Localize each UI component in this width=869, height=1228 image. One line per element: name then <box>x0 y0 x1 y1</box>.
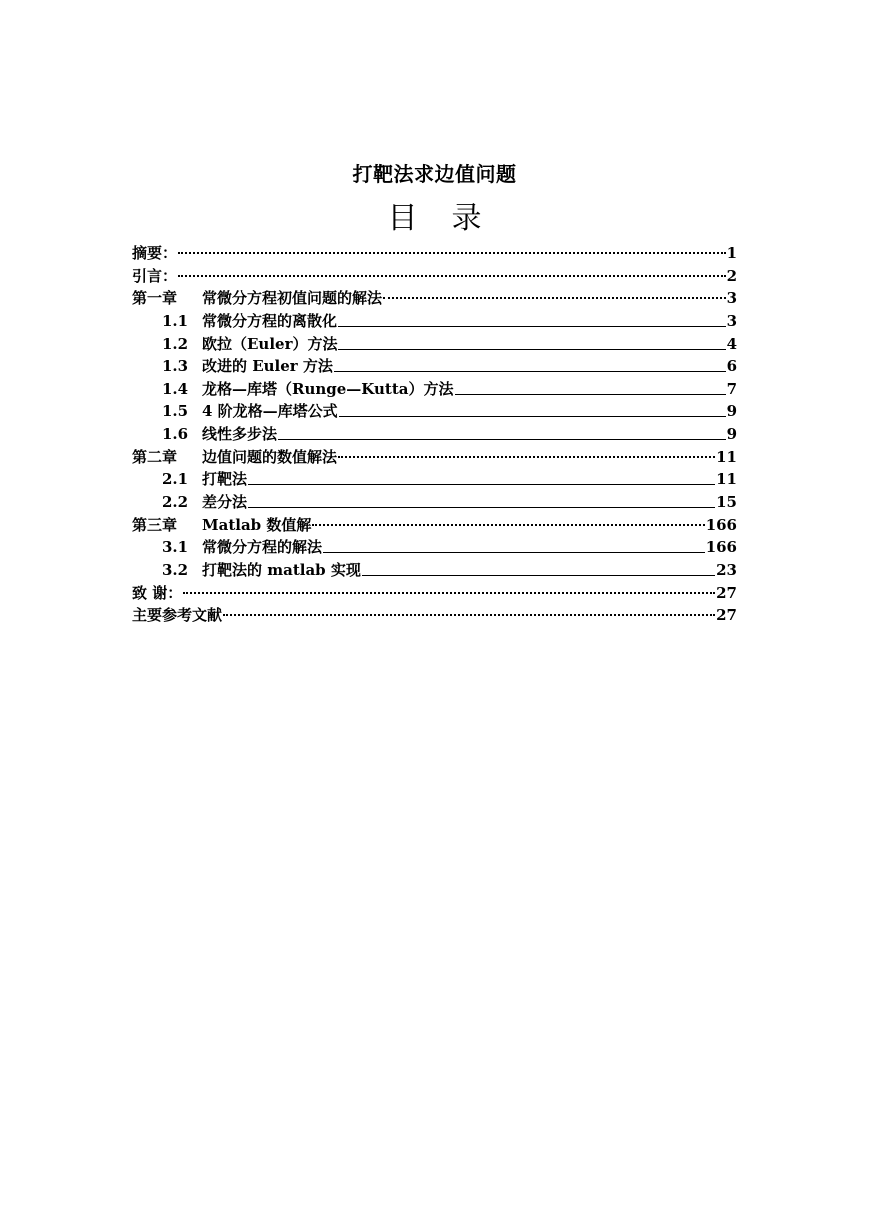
toc-entry-leader <box>338 348 725 350</box>
toc-entry[interactable] <box>132 559 737 582</box>
toc-entry-leader <box>183 591 715 594</box>
toc-entry-title: 常微分方程的离散化 <box>202 311 338 330</box>
toc-entry-page-number: 11 <box>716 447 737 466</box>
toc-entry-leader <box>339 415 726 417</box>
toc-entry-title: 线性多步法 <box>202 425 278 444</box>
toc-heading-char-1: 目 <box>387 201 418 236</box>
toc-entry-title: 常微分方程的解法 <box>202 538 323 557</box>
toc-entry-number: 第三章 <box>132 515 178 534</box>
toc-entry[interactable] <box>132 400 737 423</box>
toc-entry-page-number: 15 <box>716 493 737 512</box>
toc-entry-number: 1.2 <box>162 334 189 353</box>
toc-entry[interactable] <box>132 491 737 514</box>
toc-entry-page-number: 166 <box>705 538 737 557</box>
toc-entry[interactable] <box>132 355 737 378</box>
toc-entry-number: 1.5 <box>162 402 189 421</box>
toc-entry-page-number: 3 <box>726 289 737 308</box>
toc-entry-page-number: 23 <box>716 560 737 579</box>
toc-entry-title: 主要参考文献 <box>132 606 223 625</box>
table-of-contents <box>132 242 737 627</box>
toc-entry-leader <box>278 438 726 440</box>
toc-entry-page-number: 166 <box>705 515 737 534</box>
toc-entry-number: 2.1 <box>162 470 189 489</box>
toc-entry[interactable] <box>132 242 737 265</box>
toc-entry-number: 1.3 <box>162 357 189 376</box>
toc-entry[interactable] <box>132 378 737 401</box>
toc-entry-page-number: 1 <box>726 244 737 262</box>
toc-entry-title: Matlab 数值解 <box>202 515 312 534</box>
toc-entry-leader <box>223 613 715 616</box>
toc-entry-number: 第二章 <box>132 447 178 466</box>
toc-entry-number: 1.1 <box>162 311 189 330</box>
toc-heading-char-2: 录 <box>451 201 482 236</box>
toc-entry-page-number: 9 <box>726 402 737 421</box>
toc-entry-number: 1.6 <box>162 425 189 444</box>
toc-entry[interactable] <box>132 468 737 491</box>
toc-entry-page-number: 9 <box>726 425 737 444</box>
toc-entry-title: 欧拉（Euler）方法 <box>202 334 338 353</box>
toc-entry[interactable] <box>132 536 737 559</box>
toc-entry-number: 3.1 <box>162 538 189 557</box>
toc-entry-title: 边值问题的数值解法 <box>202 447 338 466</box>
toc-entry[interactable] <box>132 582 737 605</box>
toc-entry-title: 改进的 Euler 方法 <box>202 357 333 376</box>
toc-entry-leader <box>323 551 705 553</box>
document-title: 打靶法求边值问题 <box>352 162 517 186</box>
toc-entry-number: 第一章 <box>132 289 178 308</box>
toc-entry-title: 4 阶龙格—库塔公式 <box>202 402 338 421</box>
toc-entry-page-number: 7 <box>726 379 737 398</box>
toc-entry-page-number: 3 <box>726 311 737 330</box>
toc-entry-title: 致 谢： <box>132 583 183 602</box>
toc-entry-title: 差分法 <box>202 493 248 512</box>
toc-entry[interactable] <box>132 287 737 310</box>
toc-entry-title: 摘要： <box>132 244 178 262</box>
toc-entry-title: 常微分方程初值问题的解法 <box>202 289 383 308</box>
toc-entry-number: 3.2 <box>162 560 189 579</box>
toc-entry[interactable] <box>132 310 737 333</box>
toc-entry-number: 1.4 <box>162 379 189 398</box>
toc-entry-page-number: 27 <box>716 583 737 602</box>
toc-entry-leader <box>312 523 704 526</box>
toc-heading <box>0 198 869 240</box>
toc-entry-page-number: 4 <box>726 334 737 353</box>
toc-entry-leader <box>248 483 715 485</box>
toc-entry-page-number: 6 <box>726 357 737 376</box>
toc-entry[interactable] <box>132 423 737 446</box>
toc-entry-leader <box>362 574 715 576</box>
toc-entry-page-number: 11 <box>716 470 737 489</box>
toc-entry-leader <box>455 393 726 395</box>
toc-entry[interactable] <box>132 446 737 469</box>
toc-entry-page-number: 2 <box>726 266 737 285</box>
toc-entry-page-number: 27 <box>716 606 737 625</box>
toc-entry-leader <box>178 274 726 277</box>
toc-entry-leader <box>334 370 726 372</box>
toc-entry-title: 打靶法的 matlab 实现 <box>202 560 361 579</box>
toc-entry[interactable] <box>132 514 737 537</box>
toc-entry[interactable] <box>132 604 737 627</box>
toc-entry-leader <box>178 251 726 254</box>
toc-entry[interactable] <box>132 265 737 288</box>
toc-entry[interactable] <box>132 333 737 356</box>
toc-entry-number: 2.2 <box>162 493 189 512</box>
toc-entry-title: 龙格—库塔（Runge—Kutta）方法 <box>202 379 454 398</box>
toc-entry-leader <box>383 296 726 299</box>
toc-entry-title: 引言： <box>132 266 178 285</box>
toc-entry-leader <box>248 506 715 508</box>
toc-entry-leader <box>338 455 715 458</box>
toc-entry-title: 打靶法 <box>202 470 248 489</box>
toc-entry-leader <box>338 325 726 327</box>
